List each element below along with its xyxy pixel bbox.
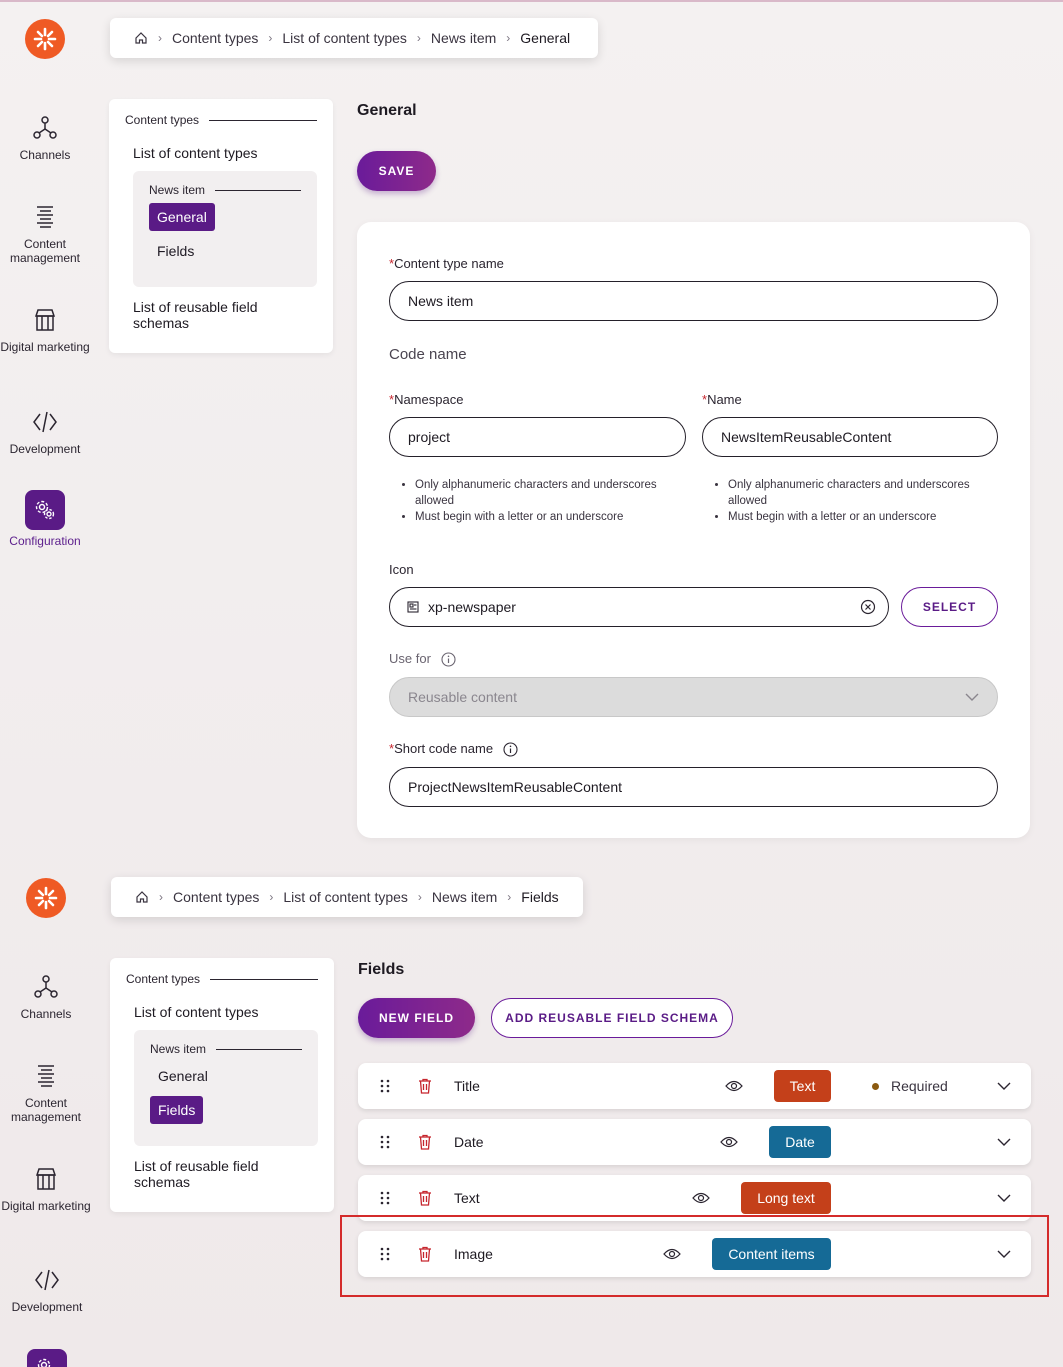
breadcrumb-content-types[interactable]: Content types: [173, 889, 260, 905]
highlight-box: [340, 1215, 1049, 1297]
drag-handle-icon[interactable]: [380, 1191, 390, 1205]
chevron-right-icon: ›: [506, 31, 511, 45]
sidenav-item-general[interactable]: General: [158, 1068, 208, 1084]
rail-channels[interactable]: [0, 114, 90, 162]
drag-handle-icon[interactable]: [380, 1135, 390, 1149]
field-type-badge: Content items: [712, 1238, 831, 1270]
clear-icon[interactable]: [860, 599, 876, 615]
chevron-down-icon[interactable]: [997, 1082, 1011, 1090]
rail-configuration[interactable]: [27, 1349, 67, 1367]
sidenav-reusable-schemas[interactable]: List of reusable field schemas: [134, 1158, 259, 1190]
code-name-heading: Code name: [389, 346, 467, 363]
content-management-icon: [31, 203, 59, 231]
sidenav-section-title: Content types: [125, 113, 317, 127]
add-reusable-field-schema-button[interactable]: ADD REUSABLE FIELD SCHEMA: [491, 998, 733, 1038]
hint-item: • Must begin with a letter or an underscore: [728, 509, 1004, 525]
chevron-down-icon[interactable]: [997, 1194, 1011, 1202]
name-label: *Name: [702, 392, 742, 407]
sidenav-subsection-title: News item: [149, 183, 301, 197]
eye-icon[interactable]: [725, 1080, 743, 1092]
field-name: Image: [454, 1246, 493, 1262]
code-icon: [31, 408, 59, 436]
sidenav-subgroup: [133, 171, 317, 287]
required-indicator: Required: [872, 1078, 948, 1094]
sidenav-subgroup: [134, 1030, 318, 1146]
content-type-name-label: *Content type name: [389, 256, 504, 271]
field-row-title[interactable]: [358, 1063, 1031, 1109]
hint-item: • Must begin with a letter or an underscore: [415, 509, 691, 525]
store-icon: [31, 306, 59, 334]
rail-content-management[interactable]: [1, 1062, 91, 1124]
sidenav-list-content-types[interactable]: List of content types: [134, 1004, 259, 1020]
page-title: General: [357, 102, 417, 119]
channels-icon: [31, 114, 59, 142]
sidenav-section-title: Content types: [126, 972, 318, 986]
sidenav-item-fields[interactable]: Fields: [157, 243, 195, 259]
trash-icon[interactable]: [418, 1134, 432, 1150]
chevron-right-icon: ›: [507, 890, 512, 904]
select-icon-button[interactable]: SELECT: [901, 587, 998, 627]
code-icon: [33, 1266, 61, 1294]
chevron-right-icon: ›: [416, 31, 421, 45]
field-type-badge: Date: [769, 1126, 831, 1158]
breadcrumb-list-content-types[interactable]: List of content types: [282, 30, 407, 46]
rail-content-management[interactable]: [0, 203, 90, 265]
short-code-name-input[interactable]: ProjectNewsItemReusableContent: [389, 767, 998, 807]
rail-digital-marketing-label: Digital marketing: [1, 1199, 91, 1213]
sidenav-subsection-title: News item: [150, 1042, 302, 1056]
rail-development-label: Development: [9, 442, 81, 456]
namespace-label: *Namespace: [389, 392, 464, 407]
namespace-input[interactable]: project: [389, 417, 686, 457]
chevron-right-icon: ›: [269, 890, 274, 904]
field-type-badge: Text: [774, 1070, 831, 1102]
kentico-logo-icon[interactable]: [26, 878, 66, 918]
breadcrumb: [111, 877, 583, 917]
rail-development[interactable]: [0, 408, 90, 456]
chevron-right-icon: ›: [268, 31, 273, 45]
store-icon: [32, 1165, 60, 1193]
chevron-right-icon: ›: [417, 890, 422, 904]
field-name: Date: [454, 1134, 484, 1150]
chevron-right-icon: ›: [158, 31, 162, 45]
use-for-select: [389, 677, 998, 717]
use-for-label: Use for: [389, 651, 456, 667]
content-type-sidenav: [110, 958, 334, 1212]
name-input[interactable]: NewsItemReusableContent: [702, 417, 998, 457]
rail-configuration-label: Configuration: [9, 534, 81, 548]
gear-icon: [36, 1357, 58, 1367]
field-name: Text: [454, 1190, 480, 1206]
breadcrumb: [110, 18, 598, 58]
breadcrumb-news-item[interactable]: News item: [430, 30, 497, 46]
rail-channels-label: Channels: [19, 148, 71, 162]
icon-label: Icon: [389, 562, 414, 577]
chevron-down-icon: [965, 693, 979, 701]
rail-development-label: Development: [11, 1300, 83, 1314]
kentico-logo-icon[interactable]: [25, 19, 65, 59]
save-button[interactable]: SAVE: [357, 151, 436, 191]
hint-item: • Only alphanumeric characters and underscores allowed: [415, 477, 691, 509]
trash-icon[interactable]: [418, 1078, 432, 1094]
rail-content-management-label: Content management: [9, 237, 81, 265]
page-title: Fields: [358, 961, 405, 978]
namespace-hints: [401, 477, 691, 525]
breadcrumb-content-types[interactable]: Content types: [172, 30, 259, 46]
icon-input[interactable]: [389, 587, 889, 627]
rail-content-management-label: Content management: [10, 1096, 82, 1124]
trash-icon[interactable]: [418, 1190, 432, 1206]
home-icon[interactable]: [134, 31, 148, 45]
sidenav-item-general[interactable]: General: [149, 203, 215, 231]
general-form-card: [357, 222, 1030, 838]
new-field-button[interactable]: NEW FIELD: [358, 998, 475, 1038]
chevron-down-icon[interactable]: [997, 1138, 1011, 1146]
info-icon[interactable]: [441, 652, 456, 667]
use-for-value: Reusable content: [408, 689, 517, 705]
eye-icon[interactable]: [720, 1136, 738, 1148]
content-type-name-input[interactable]: News item: [389, 281, 998, 321]
field-name: Title: [454, 1078, 480, 1094]
content-management-icon: [32, 1062, 60, 1090]
rail-channels-label: Channels: [20, 1007, 72, 1021]
breadcrumb-current: Fields: [521, 889, 559, 905]
rail-development[interactable]: [2, 1266, 92, 1314]
name-hints: [714, 477, 1004, 525]
hint-item: • Only alphanumeric characters and underscores allowed: [728, 477, 1004, 509]
rail-digital-marketing[interactable]: [0, 306, 90, 354]
breadcrumb-news-item[interactable]: News item: [431, 889, 498, 905]
rail-digital-marketing-label: Digital marketing: [0, 340, 90, 354]
breadcrumb-current: General: [520, 30, 571, 46]
rail-channels[interactable]: [1, 973, 91, 1021]
content-type-sidenav: [109, 99, 333, 353]
field-row-date[interactable]: [358, 1119, 1031, 1165]
breadcrumb-list-content-types[interactable]: List of content types: [283, 889, 408, 905]
newspaper-icon: [406, 600, 420, 614]
channels-icon: [32, 973, 60, 1001]
info-icon[interactable]: [503, 742, 518, 757]
rail-digital-marketing[interactable]: [1, 1165, 91, 1213]
field-type-badge: Long text: [741, 1182, 831, 1214]
rail-configuration[interactable]: [0, 490, 90, 548]
sidenav-list-content-types[interactable]: List of content types: [133, 145, 258, 161]
gear-icon: [25, 490, 65, 530]
eye-icon[interactable]: [692, 1192, 710, 1204]
sidenav-item-fields[interactable]: Fields: [150, 1096, 203, 1124]
chevron-right-icon: ›: [159, 890, 163, 904]
drag-handle-icon[interactable]: [380, 1079, 390, 1093]
sidenav-reusable-schemas[interactable]: List of reusable field schemas: [133, 299, 258, 331]
home-icon[interactable]: [135, 890, 149, 904]
icon-value: xp-newspaper: [428, 599, 516, 615]
short-code-name-label: *Short code name: [389, 741, 518, 757]
